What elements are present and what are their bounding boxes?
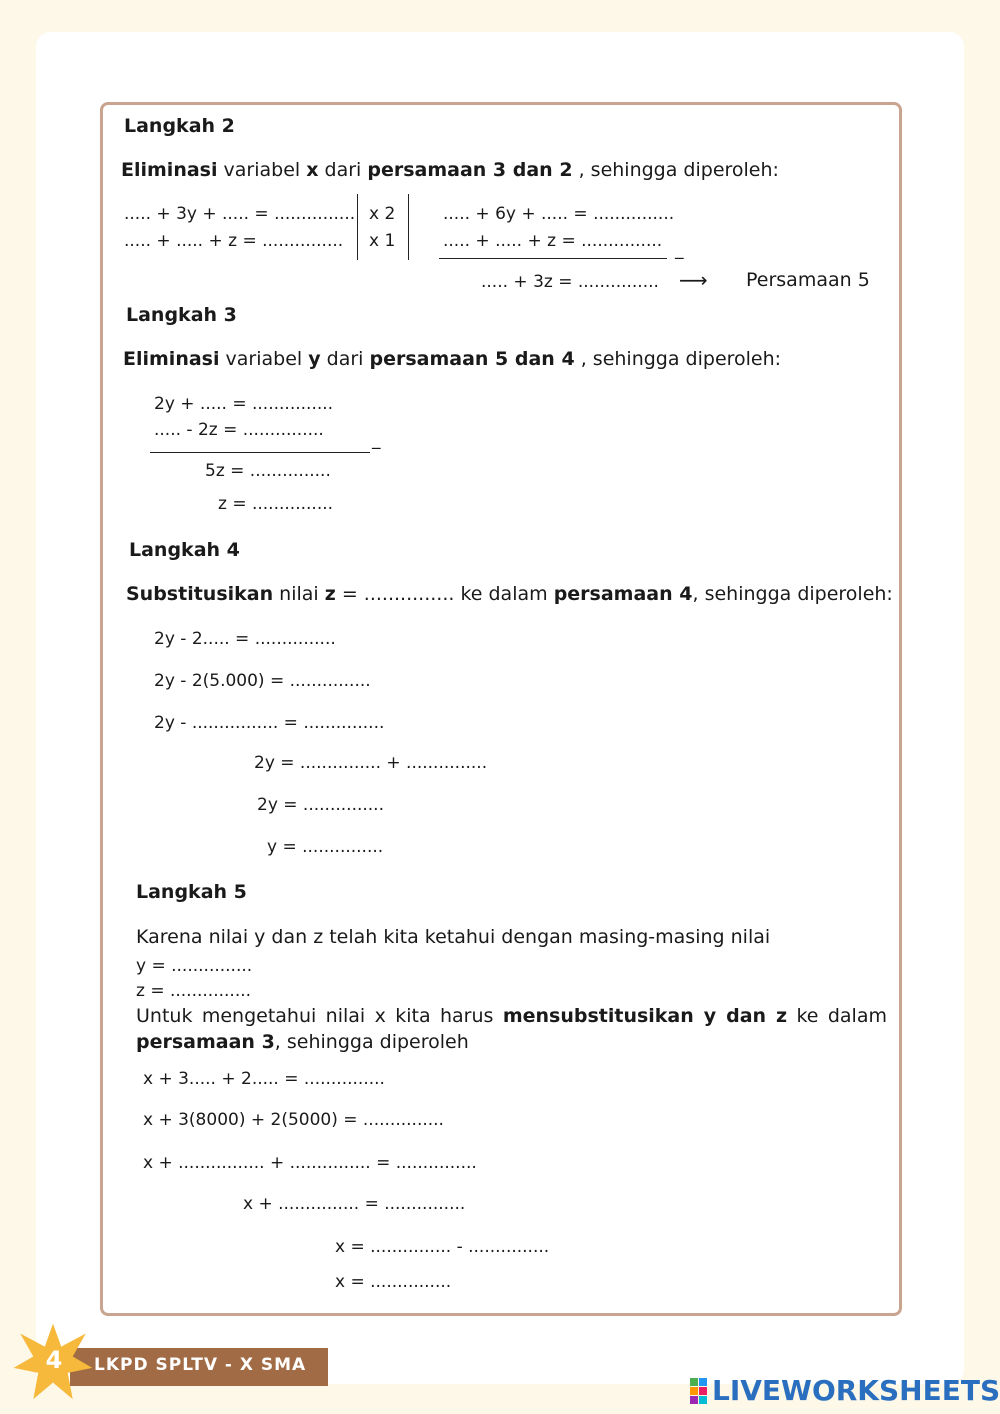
langkah5-line: x = ............... - ............... <box>335 1237 550 1257</box>
langkah4-heading: Langkah 4 <box>129 539 240 561</box>
footer-title: LKPD SPLTV - X SMA <box>94 1355 307 1375</box>
langkah5-z-line: z = ............... <box>136 981 252 1001</box>
langkah5-line: x + ................ + ............... = ............... <box>143 1153 477 1173</box>
langkah5-line: x + ............... = ............... <box>243 1194 466 1214</box>
langkah4-line: 2y - 2..... = ............... <box>154 629 336 649</box>
multiplier-2: x 1 <box>369 231 396 251</box>
langkah2-heading: Langkah 2 <box>124 115 235 137</box>
langkah5-y-line: y = ............... <box>136 956 253 976</box>
langkah3-minus: _ <box>372 430 381 450</box>
langkah3-intro: Eliminasi variabel y dari persamaan 5 dan 4 , sehingga diperoleh: <box>123 348 782 370</box>
liveworksheets-brand: LIVEWORKSHEETS <box>712 1374 1000 1407</box>
langkah5-para1: Karena nilai y dan z telah kita ketahui dengan masing-masing nilai <box>136 926 771 948</box>
langkah3-eq3: 5z = ............... <box>205 461 331 481</box>
langkah5-line: x + 3..... + 2..... = ............... <box>143 1069 385 1089</box>
langkah2-sum-line <box>439 258 667 259</box>
langkah5-heading: Langkah 5 <box>136 881 247 903</box>
langkah5-line: x = ............... <box>335 1272 452 1292</box>
langkah2-right-eq2: ..... + ..... + z = ............... <box>443 231 663 251</box>
langkah2-result-label: Persamaan 5 <box>746 269 870 291</box>
multiplier-left-bar <box>357 194 358 260</box>
langkah3-eq4: z = ............... <box>218 494 334 514</box>
liveworksheets-squares-icon <box>690 1378 708 1404</box>
langkah2-left-eq1: ..... + 3y + ..... = ............... <box>124 204 356 224</box>
langkah2-right-eq1: ..... + 6y + ..... = ............... <box>443 204 675 224</box>
langkah4-line: 2y = ............... + ............... <box>254 753 488 773</box>
langkah3-eq1: 2y + ..... = ............... <box>154 394 334 414</box>
multiplier-1: x 2 <box>369 204 396 224</box>
langkah5-para3: persamaan 3, sehingga diperoleh <box>136 1031 469 1053</box>
langkah4-line: 2y = ............... <box>257 795 384 815</box>
arrow-right-icon: ⟶ <box>679 268 708 292</box>
langkah3-sum-line <box>150 452 370 453</box>
langkah5-para2: Untuk mengetahui nilai x kita harus mensubstitusikan y dan z ke dalam <box>136 1005 887 1027</box>
langkah4-line: 2y - 2(5.000) = ............... <box>154 671 371 691</box>
page-number: 4 <box>45 1346 63 1374</box>
langkah5-line: x + 3(8000) + 2(5000) = ............... <box>143 1110 444 1130</box>
multiplier-right-bar <box>408 194 409 260</box>
langkah2-left-eq2: ..... + ..... + z = ............... <box>124 231 344 251</box>
langkah4-intro: Substitusikan nilai z = ............... ke dalam persamaan 4, sehingga diperoleh: <box>126 583 893 605</box>
langkah2-minus: _ <box>675 240 684 260</box>
langkah2-result: ..... + 3z = ............... <box>481 272 659 292</box>
langkah3-eq2: ..... - 2z = ............... <box>154 420 324 440</box>
langkah3-heading: Langkah 3 <box>126 304 237 326</box>
langkah2-intro: Eliminasi variabel x dari persamaan 3 dan 2 , sehingga diperoleh: <box>121 159 779 181</box>
langkah4-line: 2y - ................ = ............... <box>154 713 385 733</box>
liveworksheets-logo <box>690 1374 1000 1408</box>
langkah4-line: y = ............... <box>267 837 384 857</box>
